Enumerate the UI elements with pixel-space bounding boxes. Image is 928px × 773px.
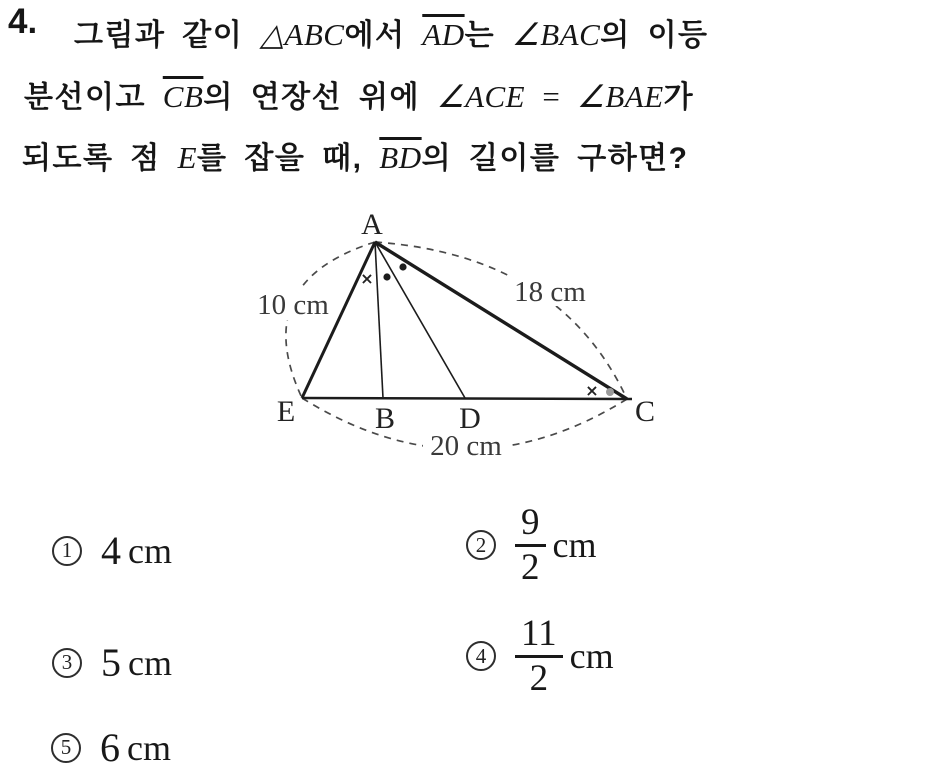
choice-unit: cm bbox=[128, 642, 172, 683]
choice-unit: cm bbox=[127, 727, 171, 768]
vertex-label-a: A bbox=[361, 208, 383, 241]
fraction-numerator: 11 bbox=[515, 616, 563, 658]
korean-text: 가 bbox=[663, 81, 695, 114]
math-expression-angle-bac: ∠BAC bbox=[511, 17, 601, 52]
question-number: 4. bbox=[8, 2, 38, 41]
korean-text: 그림과 같이 bbox=[74, 19, 261, 52]
line-ec-baseline bbox=[302, 398, 632, 399]
choice-fraction bbox=[515, 502, 546, 589]
math-overline-cb: $\overline{CB}$ bbox=[162, 79, 204, 114]
choice-unit: cm bbox=[569, 636, 614, 677]
measurement-label-ac: 18 cm bbox=[514, 276, 586, 308]
math-expression-triangle-abc: △ABC bbox=[260, 17, 345, 52]
math-expression-point-e: E bbox=[177, 140, 198, 175]
korean-text: 에서 bbox=[344, 19, 423, 52]
korean-text: 되도록 점 bbox=[22, 142, 178, 175]
line-ab bbox=[375, 242, 383, 398]
math-expression-angle-equality: ∠ACE = ∠BAE bbox=[436, 79, 664, 114]
circled-number-4: 4 bbox=[466, 641, 496, 671]
vertex-label-d: D bbox=[459, 402, 481, 435]
korean-text: 는 bbox=[464, 19, 512, 52]
choice-unit: cm bbox=[552, 525, 597, 566]
choice-value: 5 bbox=[101, 640, 121, 685]
fraction-denominator: 2 bbox=[521, 547, 540, 589]
choice-value: 4 bbox=[101, 528, 121, 573]
answer-choice-4 bbox=[466, 613, 614, 700]
fraction-numerator: 9 bbox=[515, 505, 546, 547]
math-overline-bd: $\overline{BD}$ bbox=[379, 140, 422, 175]
korean-text: 분선이고 bbox=[24, 81, 163, 114]
answer-choice-3 bbox=[52, 639, 172, 686]
korean-text: 의 이등 bbox=[600, 19, 709, 52]
choice-unit: cm bbox=[128, 530, 172, 571]
answer-choice-5 bbox=[51, 724, 171, 771]
answer-choice-1 bbox=[52, 527, 172, 574]
angle-dot-mark-1 bbox=[383, 273, 390, 280]
answer-choice-2 bbox=[466, 502, 597, 589]
circled-number-5: 5 bbox=[51, 733, 81, 763]
line-ac bbox=[375, 242, 627, 399]
vertex-label-c: C bbox=[634, 395, 656, 428]
circled-number-2: 2 bbox=[466, 530, 496, 560]
angle-gray-dot-mark-c bbox=[606, 388, 614, 396]
fraction-denominator: 2 bbox=[529, 658, 549, 700]
measurement-label-ec: 20 cm bbox=[430, 430, 502, 462]
circled-number-1: 1 bbox=[52, 536, 82, 566]
korean-text: 의 연장선 위에 bbox=[203, 81, 437, 114]
korean-text: 의 길이를 구하면? bbox=[421, 142, 689, 175]
circled-number-3: 3 bbox=[52, 648, 82, 678]
measurement-label-ae: 10 cm bbox=[257, 289, 329, 321]
vertex-label-b: B bbox=[374, 402, 396, 435]
choice-fraction bbox=[515, 613, 563, 700]
angle-cross-mark-a: × bbox=[360, 269, 374, 288]
line-ad bbox=[375, 242, 465, 398]
math-overline-ad: $\overline{AD}$ bbox=[422, 17, 465, 52]
vertex-label-e: E bbox=[276, 395, 296, 428]
angle-dot-mark-2 bbox=[399, 263, 406, 270]
choice-value: 6 bbox=[100, 725, 120, 770]
angle-cross-mark-c: × bbox=[585, 381, 599, 400]
korean-text: 를 잡을 때, bbox=[197, 142, 380, 175]
